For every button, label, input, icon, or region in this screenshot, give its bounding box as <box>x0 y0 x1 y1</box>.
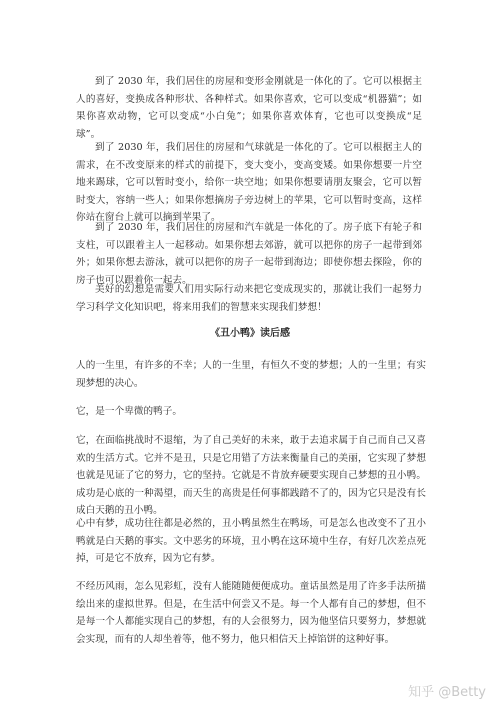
story-paragraph-4: 美好的幻想是需要人们用实际行动来把它变成现实的，那就让我们一起努力学习科学文化知识吧，将来用我们的智慧来实现我们梦想！ <box>76 284 422 313</box>
essay-paragraph-4: 心中有梦，成功往往都是必然的，丑小鸭虽然生在鸭场，可是怎么也改变不了丑小鸭就是白天鹅的事实。文中恶劣的环境，丑小鸭在这环境中生存，有好几次差点死掉，可是它不放弃，因为它有梦。 <box>76 518 426 564</box>
story-paragraph-1: 到了 2030 年，我们居住的房屋和变形金刚就是一体化的了。它可以根据主人的喜好，变换成各种形状、各种样式。如果你喜欢，它可以变成“机器猫”；如果你喜欢动物，它可以变成“小白兔”；如果你喜欢体育，它也可以变换成“足球”。 <box>76 76 422 140</box>
essay-title: 《丑小鸭》读后感 <box>210 328 290 339</box>
story-paragraph-3: 到了 2030 年，我们居住的房屋和汽车就是一体化的了。房子底下有轮子和支柱，可以跟着主人一起移动。如果你想去郊游，就可以把你的房子一起带到郊外；如果你想去游泳，就可以把你的房子一起带到海边；即使你想去探险，你的房子也可以跟着你一起去。 <box>76 222 422 286</box>
essay-paragraph-2: 它，是一个卑微的鸭子。 <box>76 406 183 417</box>
essay-paragraph-5: 不经历风雨，怎么见彩虹，没有人能随随便便成功。童话虽然是用了许多手法所描绘出来的虚拟世界。但是，在生活中何尝又不是。每一个人都有自己的梦想，但不是每一个人都能实现自己的梦想，有的人会很努力，因为他坚信只要努力，梦想就会实现，而有的人却坐着等，他不努力，他只相信天上掉馅饼的这种好事。 <box>76 581 426 645</box>
essay-paragraph-1: 人的一生里，有许多的不幸；人的一生里，有恒久不变的梦想；人的一生里；有实现梦想的决心。 <box>76 360 426 389</box>
zhihu-watermark: 知乎 @Betty <box>408 685 486 700</box>
essay-paragraph-3: 它，在面临挑战时不退缩，为了自己美好的未来，敢于去追求属于自己而自己又喜欢的生活方式。它并不是丑，只是它用错了方法来衡量自己的美丽，它实现了梦想也就是见证了它的努力，它的坚持。它就是不肯放弃硬要实现自己梦想的丑小鸭。成功是心底的一种渴望，而天生的高贵是任何事都践踏不了的，因为它只是没有长成白天鹅的丑小鸭。 <box>76 435 426 516</box>
story-paragraph-2: 到了 2030 年，我们居住的房屋和气球就是一体化的了。它可以根据主人的需求，在不改变原来的样式的前提下，变大变小，变高变矮。如果你想要一片空地来踢球，它可以暂时变小，给你一块空地；如果你想要请朋友聚会，它可以暂时变大，容纳一些人；如果你想摘房子旁边树上的苹果，它可以暂时变高，这样你站在窗台上就可以摘到苹果了。 <box>76 142 422 223</box>
